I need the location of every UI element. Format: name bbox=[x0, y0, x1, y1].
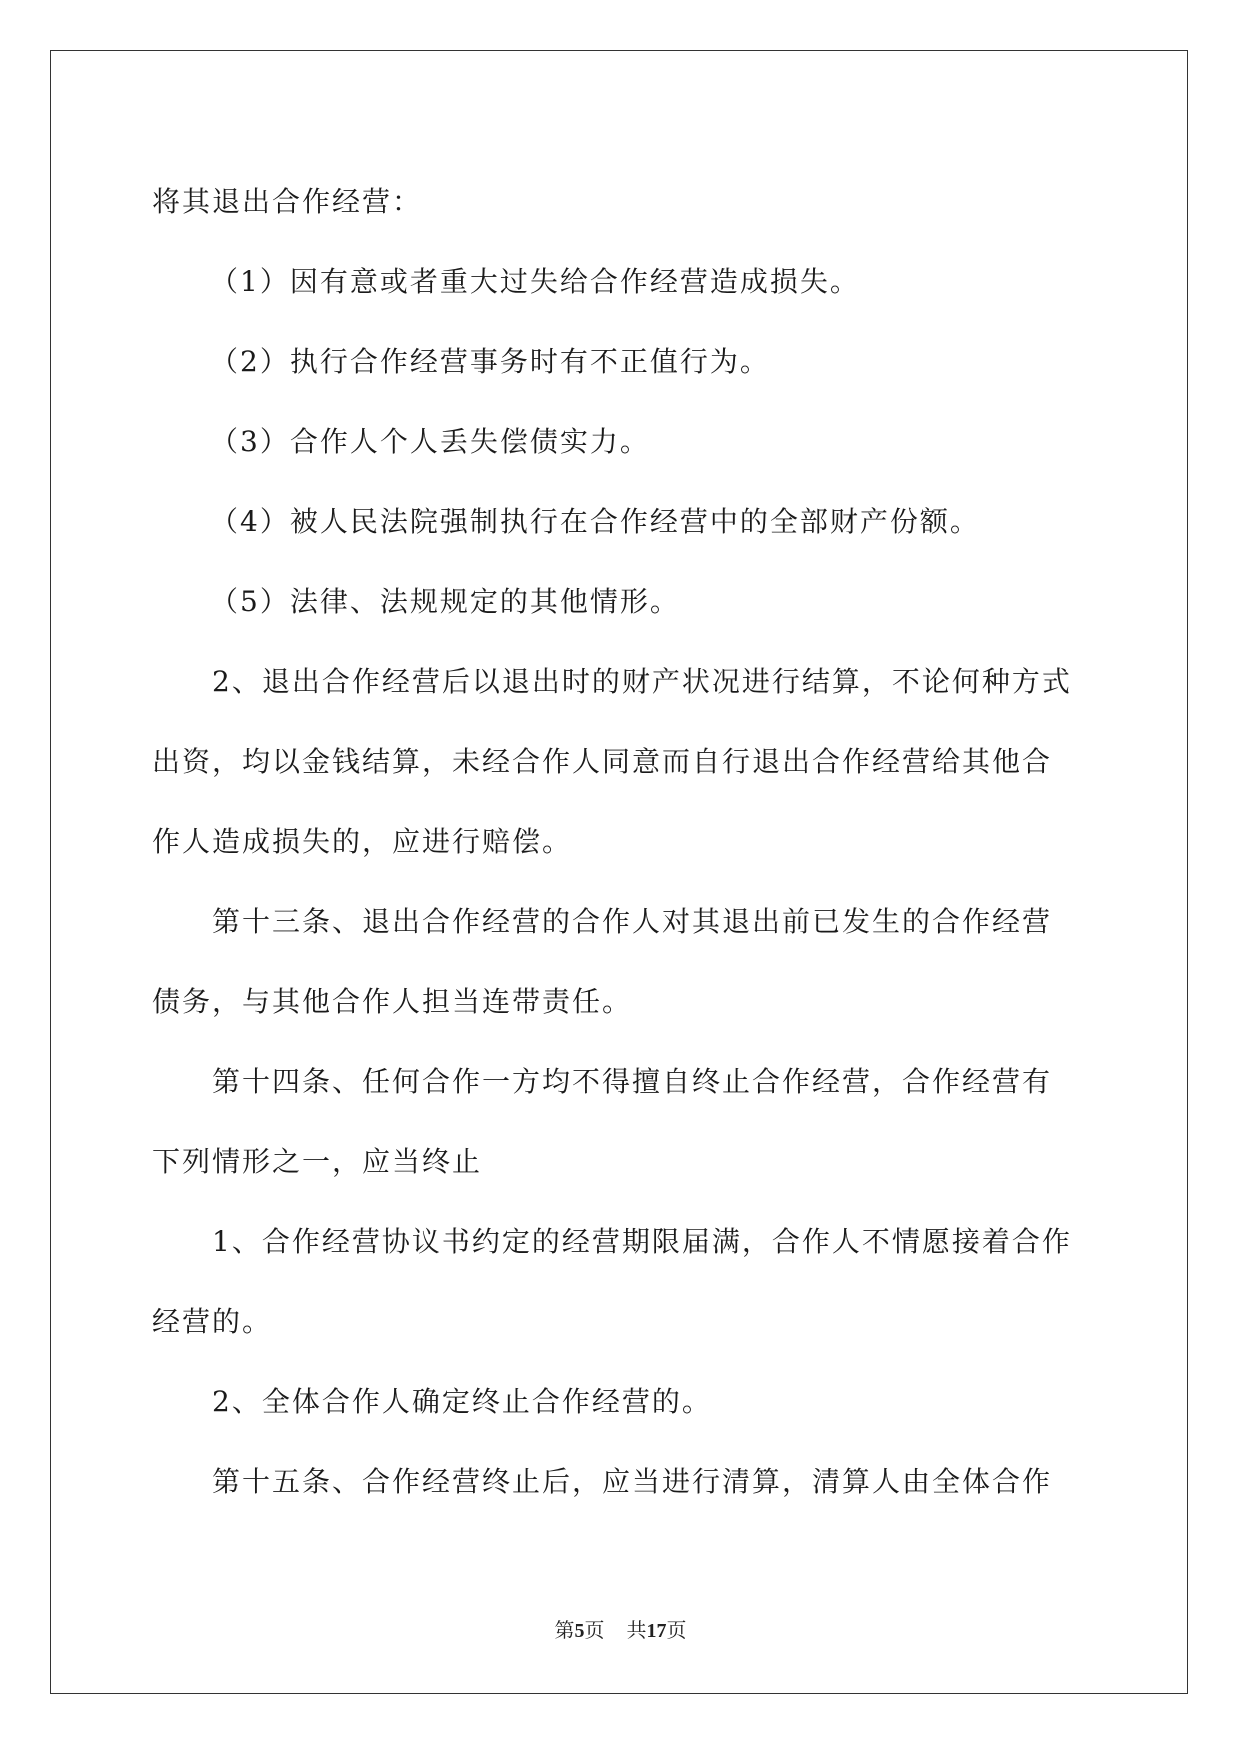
article-14-item-1-line: 经营的。 bbox=[152, 1305, 273, 1338]
page-prefix: 第 bbox=[554, 1620, 575, 1642]
list-item-2: （2）执行合作经营事务时有不正值行为。 bbox=[210, 345, 770, 378]
clause-2-line: 2、退出合作经营后以退出时的财产状况进行结算，不论何种方式 bbox=[212, 665, 1072, 698]
article-13-line: 债务，与其他合作人担当连带责任。 bbox=[152, 985, 633, 1018]
article-14-line: 第十四条、任何合作一方均不得擅自终止合作经营，合作经营有 bbox=[212, 1065, 1053, 1098]
total-pages: 17 bbox=[646, 1620, 667, 1642]
page-number: 5 bbox=[574, 1620, 585, 1642]
total-suffix: 页 bbox=[666, 1620, 687, 1642]
list-item-1: （1）因有意或者重大过失给合作经营造成损失。 bbox=[210, 265, 860, 298]
paragraph-line: 将其退出合作经营： bbox=[152, 185, 423, 218]
list-item-5: （5）法律、法规规定的其他情形。 bbox=[210, 585, 680, 618]
article-14-line: 下列情形之一，应当终止 bbox=[152, 1145, 483, 1178]
document-body bbox=[152, 162, 1092, 1522]
clause-2-line: 作人造成损失的，应进行赔偿。 bbox=[152, 825, 573, 858]
article-14-item-1-line: 1、合作经营协议书约定的经营期限届满，合作人不情愿接着合作 bbox=[212, 1225, 1072, 1258]
page-footer bbox=[0, 1614, 1241, 1643]
list-item-4: （4）被人民法院强制执行在合作经营中的全部财产份额。 bbox=[210, 505, 980, 538]
article-13-line: 第十三条、退出合作经营的合作人对其退出前已发生的合作经营 bbox=[212, 905, 1053, 938]
page-suffix: 页 bbox=[584, 1620, 605, 1642]
article-14-item-2-line: 2、全体合作人确定终止合作经营的。 bbox=[212, 1385, 712, 1418]
total-prefix: 共 bbox=[626, 1620, 647, 1642]
article-15-line: 第十五条、合作经营终止后，应当进行清算，清算人由全体合作 bbox=[212, 1465, 1053, 1498]
list-item-3: （3）合作人个人丢失偿债实力。 bbox=[210, 425, 650, 458]
clause-2-line: 出资，均以金钱结算，未经合作人同意而自行退出合作经营给其他合 bbox=[152, 745, 1053, 778]
